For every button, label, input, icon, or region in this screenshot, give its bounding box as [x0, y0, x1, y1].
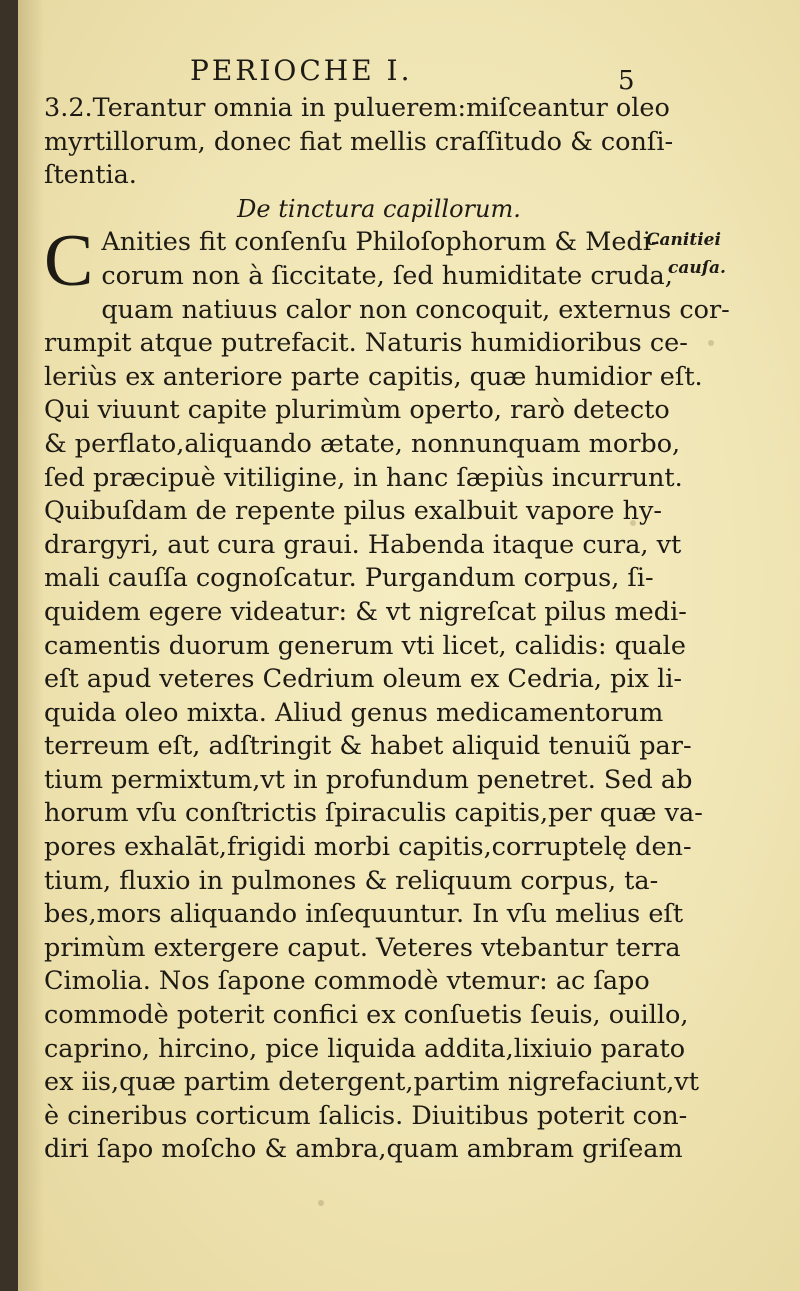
text-line: caprino, hircino, pice liquida addita,lixiuio parato [44, 1033, 686, 1064]
text-line: myrtillorum, donec fiat mellis craſſitudo & conſi- [44, 126, 674, 157]
text-line: è cineribus corticum ſalicis. Diuitibus poterit con- [44, 1100, 688, 1131]
text-line: Anities fit conſenſu Philoſophorum & Medi- [101, 227, 660, 258]
opening-paragraph [44, 220, 674, 303]
text-line: 3.2.Terantur omnia in puluerem:miſceantur oleo [44, 93, 670, 123]
text-line: corum non à ſiccitate, ſed humiditate cruda, [101, 260, 673, 291]
text-line: quam natiuus calor non concoquit, externus cor- [101, 294, 730, 325]
page-gutter-shadow [18, 0, 44, 1291]
text-line: drargyri, aut cura graui. Habenda itaque cura, vt [44, 529, 682, 560]
text-line: commodè poterit confici ex conſuetis ſeuis, ouillo, [44, 1000, 689, 1031]
text-line: pores exhalāt,frigidi morbi capitis,corruptelę den- [44, 832, 692, 863]
text-line: Cimolia. Nos ſapone commodè vtemur: ac ſapo [44, 966, 650, 997]
text-line: ſtentia. [44, 160, 137, 191]
text-line: quida oleo mixta. Aliud genus medicamentorum [44, 697, 664, 728]
text-line: rumpit atque putrefacit. Naturis humidioribus ce- [44, 328, 688, 359]
running-head: PERIOCHE I. [190, 54, 413, 87]
text-line: ſed præcipuè vitiligine, in hanc ſæpiùs incurrunt. [44, 462, 683, 493]
drop-cap-initial: C [44, 220, 94, 303]
paper-spot [318, 1200, 324, 1206]
section-heading: De tinctura capillorum. [237, 194, 521, 223]
margin-note: Canitiei [646, 230, 721, 250]
book-page [18, 0, 800, 1291]
text-line: Quibuſdam de repente pilus exalbuit vapore hy- [44, 496, 663, 527]
text-line: diri ſapo moſcho & ambra,quam ambram griſeam [44, 1134, 683, 1165]
text-line: horum vſu conſtrictis ſpiraculis capitis,per quæ va- [44, 798, 703, 829]
page-number: 5 [618, 66, 635, 96]
text-line: bes,mors aliquando inſequuntur. In vſu melius eſt [44, 899, 684, 930]
text-line: & perflato,aliquando ætate, nonnunquam morbo, [44, 428, 681, 459]
paper-spot [630, 520, 636, 526]
text-line: mali cauſſa cognoſcatur. Purgandum corpus, ſi- [44, 563, 654, 594]
text-line: primùm extergere caput. Veteres vtebantur terra [44, 932, 681, 963]
text-line: ex iis,quæ partim detergent,partim nigrefaciunt,vt [44, 1067, 699, 1098]
text-line: Qui viuunt capite plurimùm operto, rarò detecto [44, 395, 670, 426]
text-line: terreum eſt, adſtringit & habet aliquid tenuiũ par- [44, 731, 692, 762]
text-line: tium permixtum,vt in profundum penetret. Sed ab [44, 764, 693, 795]
text-line: quidem egere videatur: & vt nigreſcat pilus medi- [44, 596, 687, 627]
text-line: eſt apud veteres Cedrium oleum ex Cedria, pix li- [44, 664, 683, 695]
margin-note: cauſa. [668, 258, 726, 278]
paper-spot [708, 340, 714, 346]
page-header [18, 52, 800, 96]
text-line: camentis duorum generum vti licet, calidis: quale [44, 630, 686, 661]
text-line: tium, fluxio in pulmones & reliquum corpus, ta- [44, 865, 659, 896]
text-line: leriùs ex anteriore parte capitis, quæ humidior eſt. [44, 361, 703, 392]
